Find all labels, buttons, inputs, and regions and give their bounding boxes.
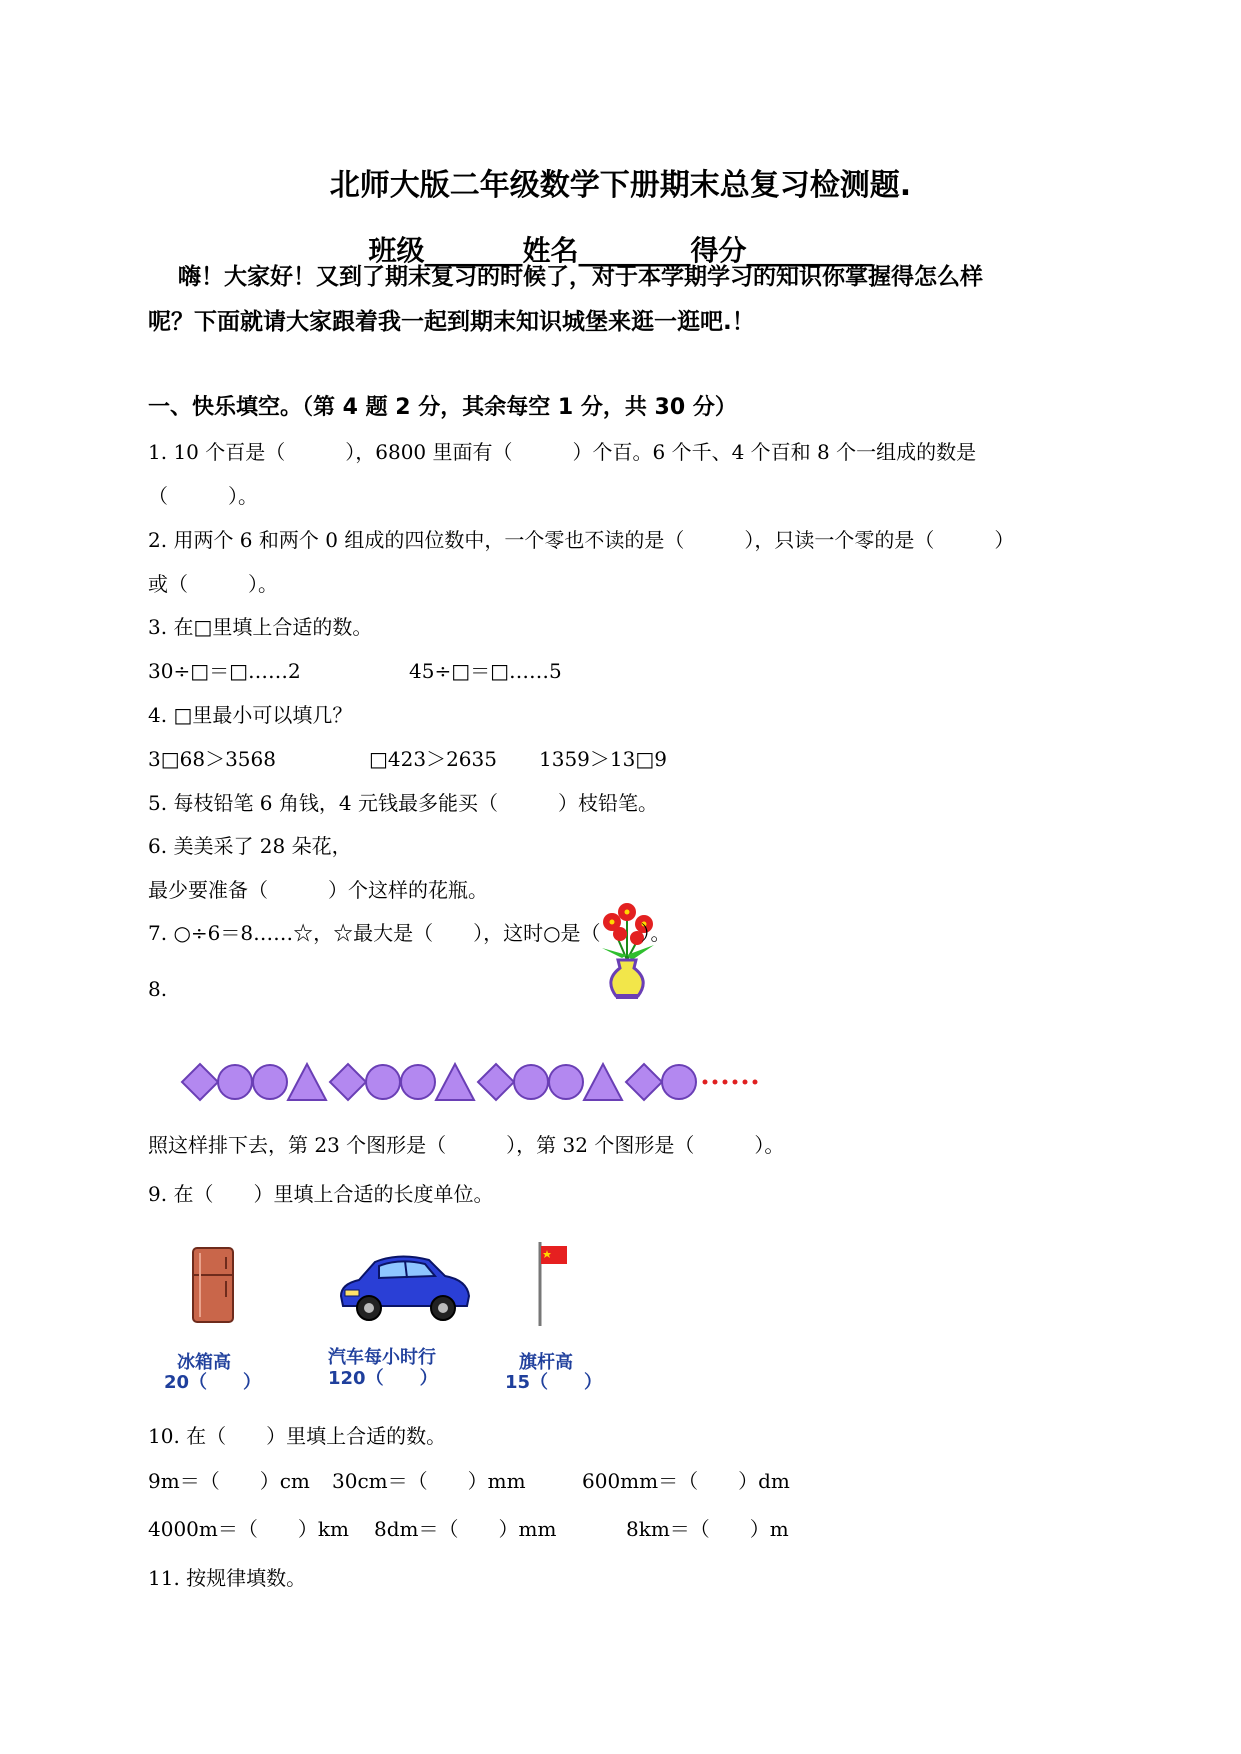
question-8-number: 8. — [148, 977, 168, 1001]
question-10-row-1-b: 30cm＝（ ）mm — [332, 1469, 526, 1493]
pattern-dot — [713, 1080, 718, 1085]
question-1-line-2: （ ）。 — [148, 484, 258, 508]
refrigerator-picture — [190, 1245, 236, 1325]
page-title: 北师大版二年级数学下册期末总复习检测题. — [329, 168, 912, 203]
car-value: 120（ ） — [328, 1368, 438, 1389]
pattern-circle — [514, 1065, 548, 1099]
question-6-line-1: 6. 美美采了 28 朵花， — [148, 834, 352, 858]
flag-label: 旗杆高 — [519, 1352, 573, 1373]
question-3-item-b: 45÷□＝□……5 — [409, 659, 562, 683]
fridge-value: 20（ ） — [164, 1372, 262, 1393]
question-10-row-1-c: 600mm＝（ ）dm — [582, 1469, 790, 1493]
pattern-circle — [549, 1065, 583, 1099]
question-10-row-2-c: 8km＝（ ）m — [626, 1517, 789, 1541]
question-4-item-c: 1359＞13□9 — [539, 747, 667, 771]
pattern-dot — [743, 1080, 748, 1085]
pattern-triangle — [436, 1064, 474, 1100]
flag-value: 15（ ） — [505, 1372, 603, 1393]
pattern-dot — [733, 1080, 738, 1085]
pattern-circle — [218, 1065, 252, 1099]
question-4-item-a: 3□68＞3568 — [148, 747, 276, 771]
intro-line-1: 嗨！大家好！又到了期末复习的时候了，对于本学期学习的知识你掌握得怎么样 — [178, 264, 983, 290]
flagpole-picture — [535, 1240, 575, 1328]
shape-pattern — [180, 1060, 760, 1104]
pattern-diamond — [626, 1064, 662, 1100]
question-3-item-a: 30÷□＝□……2 — [148, 659, 301, 683]
pattern-dot — [723, 1080, 728, 1085]
pattern-triangle — [288, 1064, 326, 1100]
pattern-dot — [703, 1080, 708, 1085]
question-7: 7. ○÷6＝8……☆，☆最大是（ ），这时○是（ ）。 — [148, 921, 671, 945]
intro-line-2: 呢？下面就请大家跟着我一起到期末知识城堡来逛一逛吧.！ — [148, 309, 755, 335]
question-2-line-2: 或（ ）。 — [148, 572, 278, 596]
question-2-line-1: 2. 用两个 6 和两个 0 组成的四位数中，一个零也不读的是（ ），只读一个零的是（ ） — [148, 528, 1015, 552]
question-3-line-1: 3. 在□里填上合适的数。 — [148, 615, 373, 639]
car-label: 汽车每小时行 — [328, 1347, 436, 1368]
pattern-circle — [662, 1065, 696, 1099]
question-1-line-1: 1. 10 个百是（ ），6800 里面有（ ）个百。6 个千、4 个百和 8 个一组成的数是 — [148, 440, 977, 464]
question-6-line-2: 最少要准备（ ）个这样的花瓶。 — [148, 878, 488, 902]
pattern-circle — [253, 1065, 287, 1099]
section-1-heading: 一、快乐填空。（第 4 题 2 分，其余每空 1 分，共 30 分） — [148, 395, 737, 420]
pattern-circle — [366, 1065, 400, 1099]
question-10: 10. 在（ ）里填上合适的数。 — [148, 1424, 447, 1448]
question-10-row-1-a: 9m＝（ ）cm — [148, 1469, 310, 1493]
pattern-dot — [753, 1080, 758, 1085]
question-4-item-b: □423＞2635 — [369, 747, 497, 771]
question-9: 9. 在（ ）里填上合适的长度单位。 — [148, 1182, 494, 1206]
question-10-row-2-a: 4000m＝（ ）km — [148, 1517, 349, 1541]
pattern-diamond — [478, 1064, 514, 1100]
pattern-triangle — [584, 1064, 622, 1100]
pattern-diamond — [182, 1064, 218, 1100]
question-11: 11. 按规律填数。 — [148, 1566, 307, 1590]
question-10-row-2-b: 8dm＝（ ）mm — [374, 1517, 557, 1541]
question-5: 5. 每枝铅笔 6 角钱，4 元钱最多能买（ ）枝铅笔。 — [148, 791, 658, 815]
student-info-line: 班级_______姓名________得分_________ — [368, 234, 873, 267]
pattern-diamond — [330, 1064, 366, 1100]
fridge-label: 冰箱高 — [177, 1352, 231, 1373]
question-4-line-1: 4. □里最小可以填几？ — [148, 703, 353, 727]
question-8-line-2: 照这样排下去，第 23 个图形是（ ），第 32 个图形是（ ）。 — [148, 1133, 785, 1157]
pattern-circle — [401, 1065, 435, 1099]
car-picture — [335, 1250, 473, 1326]
